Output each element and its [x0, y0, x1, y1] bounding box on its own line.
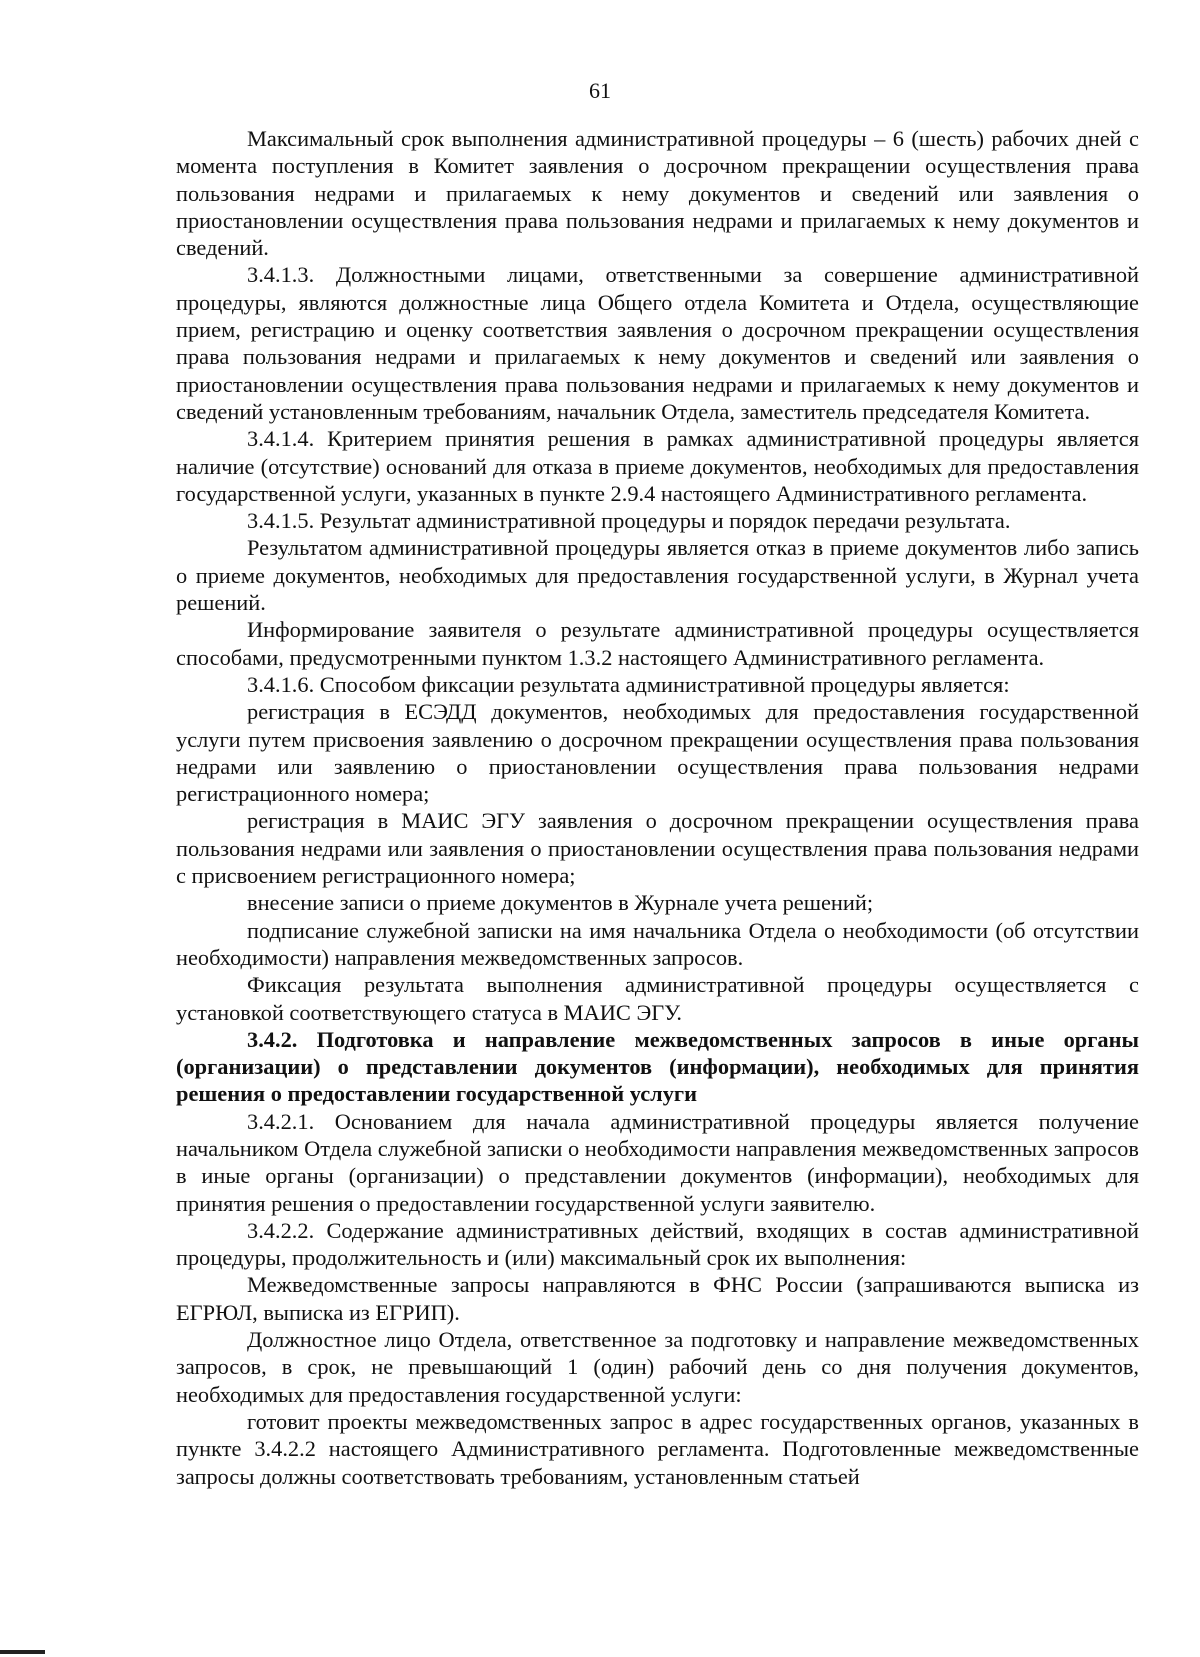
paragraph: внесение записи о приеме документов в Журнале учета решений; [247, 890, 874, 916]
paragraph: 3.4.1.4. Критерием принятия решения в рамках административной процедуры является наличие (отсутствие) оснований для отказа в приеме документов, необходимых для предоставления государственной услуги, указанных в пункте 2.9.4 настоящего Административного регламента. [176, 426, 1139, 506]
paragraph: регистрация в ЕСЭДД документов, необходимых для предоставления государственной услуги путем присвоения заявлению о досрочном прекращении осуществления права пользования недрами или заявлению о приостановлении осуществления права пользования недрами регистрационного номера; [176, 699, 1139, 807]
paragraph: Информирование заявителя о результате административной процедуры осуществляется способами, предусмотренными пунктом 1.3.2 настоящего Административного регламента. [176, 617, 1139, 670]
paragraph: Фиксация результата выполнения административной процедуры осуществляется с установкой соответствующего статуса в МАИС ЭГУ. [176, 972, 1139, 1025]
paragraph: 3.4.2.1. Основанием для начала административной процедуры является получение начальником Отдела служебной записки о необходимости направления межведомственных запросов в иные органы (организации) о представлении документов (информации), необходимых для принятия решения о предоставлении государственной услуги заявителю. [176, 1108, 1139, 1216]
section-heading: 3.4.2. Подготовка и направление межведомственных запросов в иные органы (организации) о представлении документов (информации), необходимых для принятия решения о предоставлении государственной услуги [176, 1026, 1139, 1107]
paragraph: 3.4.1.5. Результат административной процедуры и порядок передачи результата. [247, 508, 1011, 534]
paragraph: Должностное лицо Отдела, ответственное за подготовку и направление межведомственных запросов, в срок, не превышающий 1 (один) рабочий день со дня получения документов, необходимых для предоставления государственной услуги: [176, 1327, 1139, 1407]
paragraph: Межведомственные запросы направляются в ФНС России (запрашиваются выписка из ЕГРЮЛ, выписка из ЕГРИП). [176, 1272, 1139, 1325]
paragraph: подписание служебной записки на имя начальника Отдела о необходимости (об отсутствии необходимости) направления межведомственных запросов. [176, 917, 1139, 970]
paragraph: 3.4.2.2. Содержание административных действий, входящих в состав административной процедуры, продолжительность и (или) максимальный срок их выполнения: [176, 1217, 1139, 1271]
page-number: 61 [589, 78, 611, 103]
paragraph: регистрация в МАИС ЭГУ заявления о досрочном прекращении осуществления права пользования недрами или заявления о приостановлении осуществления права пользования недрами с присвоением регистрационного номера; [176, 808, 1139, 889]
paragraph: Результатом административной процедуры является отказ в приеме документов либо запись о приеме документов, необходимых для предоставления государственной услуги, в Журнал учета решений. [176, 535, 1139, 616]
paragraph: Максимальный срок выполнения административной процедуры – 6 (шесть) рабочих дней с момента поступления в Комитет заявления о досрочном прекращении осуществления права пользования недрами и прилагаемых к нему документов и сведений или заявления о приостановлении осуществления права пользования недрами и прилагаемых к нему документов и сведений. [176, 126, 1139, 261]
paragraph: 3.4.1.3. Должностными лицами, ответственными за совершение административной процедуры, являются должностные лица Общего отдела Комитета и Отдела, осуществляющие прием, регистрацию и оценку соответствия заявления о досрочном прекращении осуществления права пользования недрами и прилагаемых к нему документов и сведений или заявления о приостановлении осуществления права пользования недрами и прилагаемых к нему документов и сведений установленным требованиям, начальник Отдела, заместитель председателя Комитета. [176, 262, 1139, 424]
scan-edge-mark [0, 1650, 45, 1654]
document-body [176, 125, 1139, 1490]
paragraph: готовит проекты межведомственных запрос в адрес государственных органов, указанных в пункте 3.4.2.2 настоящего Административного регламента. Подготовленные межведомственные запросы должны соответствовать требованиям, установленным статьей [176, 1408, 1139, 1489]
paragraph: 3.4.1.6. Способом фиксации результата административной процедуры является: [247, 671, 1010, 697]
